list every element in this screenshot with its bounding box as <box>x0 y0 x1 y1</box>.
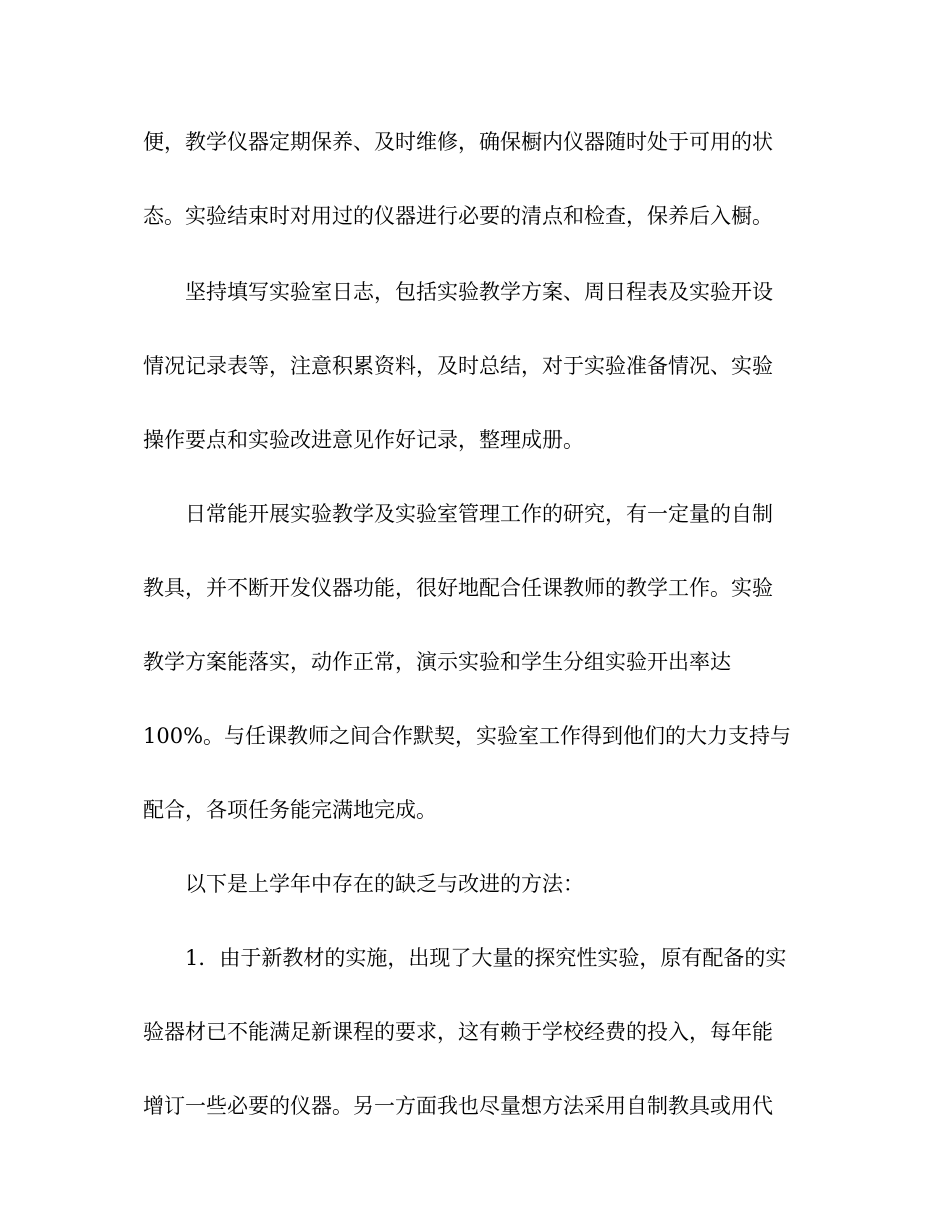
text-line: 教学方案能落实，动作正常，演示实验和学生分组实验开出率达 <box>143 650 731 674</box>
text-line: 增订一些必要的仪器。另一方面我也尽量想方法采用自制教具或用代 <box>143 1094 773 1118</box>
text-line: 100%。与任课教师之间合作默契，实验室工作得到他们的大力支持与 <box>143 724 792 748</box>
text-line: 情况记录表等，注意积累资料，及时总结，对于实验准备情况、实验 <box>143 354 773 378</box>
text-line: 坚持填写实验室日志，包括实验教学方案、周日程表及实验开设 <box>185 280 773 304</box>
text-line: 日常能开展实验教学及实验室管理工作的研究，有一定量的自制 <box>185 502 773 526</box>
text-line: 态。实验结束时对用过的仪器进行必要的清点和检查，保养后入橱。 <box>143 204 773 228</box>
text-line: 1．由于新教材的实施，出现了大量的探究性实验，原有配备的实 <box>185 946 787 970</box>
text-line: 验器材已不能满足新课程的要求，这有赖于学校经费的投入，每年能 <box>143 1020 773 1044</box>
text-line: 教具，并不断开发仪器功能，很好地配合任课教师的教学工作。实验 <box>143 576 773 600</box>
text-line: 操作要点和实验改进意见作好记录，整理成册。 <box>143 428 584 452</box>
text-line: 便，教学仪器定期保养、及时维修，确保橱内仪器随时处于可用的状 <box>143 130 773 154</box>
text-line: 配合，各项任务能完满地完成。 <box>143 798 437 822</box>
text-line: 以下是上学年中存在的缺乏与改进的方法： <box>185 872 584 896</box>
